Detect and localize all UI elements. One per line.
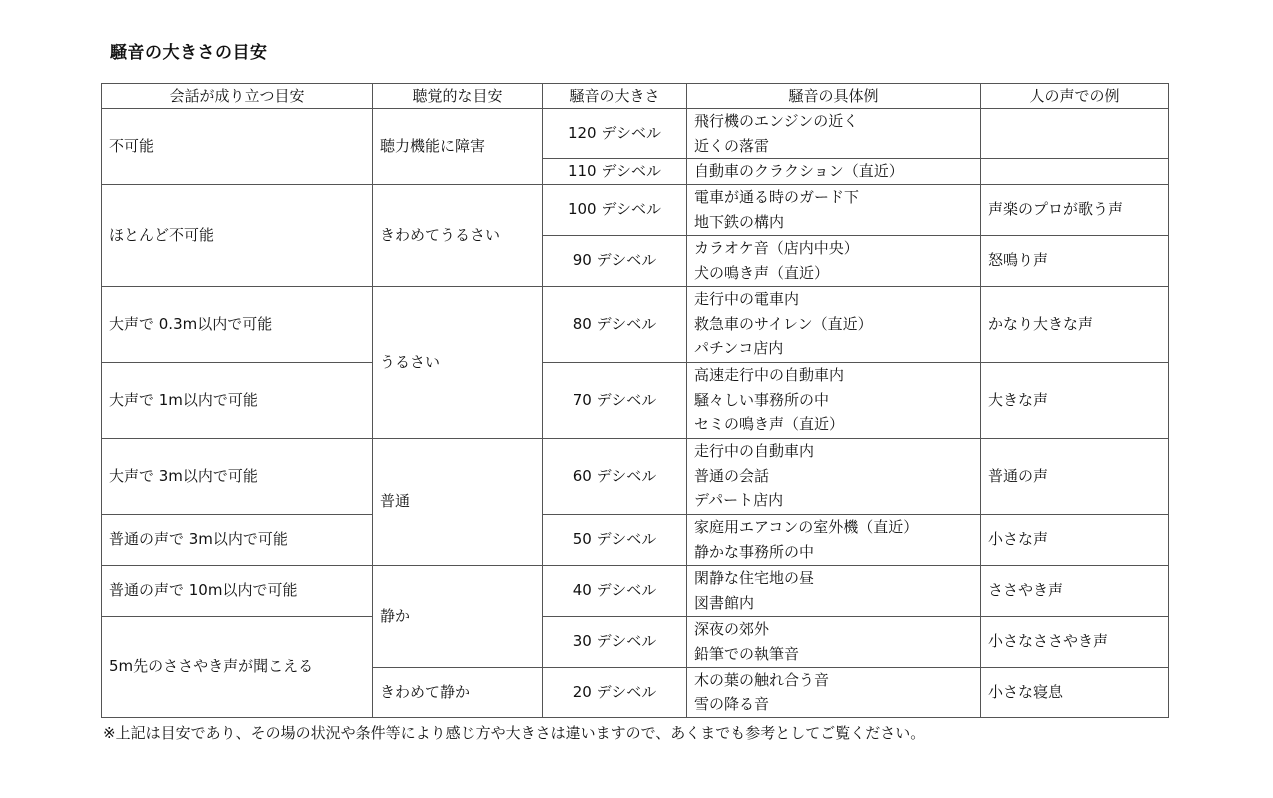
level-cell: 70 デシベル <box>543 362 687 438</box>
table-row <box>102 362 1169 438</box>
conversation-cell: ほとんど不可能 <box>102 184 373 286</box>
example-line: 地下鉄の構内 <box>694 212 785 231</box>
examples-cell <box>687 667 981 717</box>
table-row <box>102 514 1169 565</box>
example-line: デパート店内 <box>694 491 784 510</box>
hearing-cell: 聴力機能に障害 <box>373 109 543 185</box>
voice-cell: ささやき声 <box>981 565 1169 616</box>
example-line: 走行中の電車内 <box>694 290 800 309</box>
examples-cell <box>687 235 981 286</box>
table-header-row <box>102 84 1169 109</box>
level-cell: 80 デシベル <box>543 286 687 362</box>
conversation-cell: 普通の声で 10m以内で可能 <box>102 565 373 616</box>
example-line: カラオケ音（店内中央） <box>694 239 859 257</box>
example-line: 高速走行中の自動車内 <box>694 366 845 385</box>
table-row <box>102 184 1169 235</box>
example-line: 電車が通る時のガード下 <box>694 188 860 206</box>
voice-cell: 普通の声 <box>981 438 1169 514</box>
example-line: パチンコ店内 <box>694 339 784 358</box>
conversation-cell: 大声で 0.3m以内で可能 <box>102 286 373 362</box>
voice-cell: 大きな声 <box>981 362 1169 438</box>
examples-cell <box>687 514 981 565</box>
conversation-cell: 大声で 3m以内で可能 <box>102 438 373 514</box>
hearing-cell: うるさい <box>373 286 543 438</box>
conversation-cell: 普通の声で 3m以内で可能 <box>102 514 373 565</box>
conversation-cell: 大声で 1m以内で可能 <box>102 362 373 438</box>
hearing-cell: きわめてうるさい <box>373 184 543 286</box>
example-line: 木の葉の触れ合う音 <box>694 670 830 689</box>
examples-cell <box>687 616 981 667</box>
header-conversation: 会話が成り立つ目安 <box>102 84 373 109</box>
hearing-cell: 普通 <box>373 438 543 565</box>
table-row <box>102 109 1169 159</box>
voice-cell <box>981 159 1169 185</box>
example-line: 閑静な住宅地の昼 <box>694 569 815 587</box>
example-line: 深夜の郊外 <box>694 620 770 638</box>
examples-cell <box>687 362 981 438</box>
page-title: 騒音の大きさの目安 <box>110 43 268 63</box>
noise-level-table <box>101 83 1169 718</box>
example-line: 静かな事務所の中 <box>694 542 815 561</box>
examples-cell <box>687 159 981 185</box>
example-line: 自動車のクラクション（直近） <box>694 162 904 180</box>
example-line: 近くの落雷 <box>694 136 770 155</box>
level-cell: 60 デシベル <box>543 438 687 514</box>
table-row <box>102 616 1169 667</box>
voice-cell <box>981 109 1169 159</box>
hearing-cell: 静か <box>373 565 543 667</box>
example-line: 走行中の自動車内 <box>694 442 815 461</box>
example-line: 家庭用エアコンの室外機（直近） <box>694 518 919 536</box>
example-line: セミの鳴き声（直近） <box>694 415 845 434</box>
voice-cell: 声楽のプロが歌う声 <box>981 184 1169 235</box>
header-level: 騒音の大きさ <box>543 84 687 109</box>
examples-cell <box>687 438 981 514</box>
header-voice: 人の声での例 <box>981 84 1169 109</box>
example-line: 救急車のサイレン（直近） <box>694 314 873 333</box>
footnote: ※上記は目安であり、その場の状況や条件等により感じ方や大きさは違いますので、あくまでも参考としてご覧ください。 <box>103 724 926 742</box>
table-row <box>102 565 1169 616</box>
examples-cell <box>687 565 981 616</box>
header-hearing: 聴覚的な目安 <box>373 84 543 109</box>
examples-cell <box>687 184 981 235</box>
examples-cell <box>687 109 981 159</box>
level-cell: 50 デシベル <box>543 514 687 565</box>
level-cell: 100 デシベル <box>543 184 687 235</box>
conversation-cell: 不可能 <box>102 109 373 185</box>
level-cell: 20 デシベル <box>543 667 687 717</box>
level-cell: 120 デシベル <box>543 109 687 159</box>
voice-cell: 小さな寝息 <box>981 667 1169 717</box>
hearing-cell: きわめて静か <box>373 667 543 717</box>
example-line: 騒々しい事務所の中 <box>694 390 830 409</box>
example-line: 図書館内 <box>694 593 755 612</box>
level-cell: 30 デシベル <box>543 616 687 667</box>
voice-cell: 小さな声 <box>981 514 1169 565</box>
voice-cell: 小さなささやき声 <box>981 616 1169 667</box>
example-line: 鉛筆での執筆音 <box>694 644 800 663</box>
level-cell: 40 デシベル <box>543 565 687 616</box>
voice-cell: かなり大きな声 <box>981 286 1169 362</box>
table-row <box>102 286 1169 362</box>
example-line: 犬の鳴き声（直近） <box>694 263 830 282</box>
voice-cell: 怒鳴り声 <box>981 235 1169 286</box>
conversation-cell: 5m先のささやき声が聞こえる <box>102 616 373 717</box>
level-cell: 110 デシベル <box>543 159 687 185</box>
level-cell: 90 デシベル <box>543 235 687 286</box>
table-row <box>102 438 1169 514</box>
examples-cell <box>687 286 981 362</box>
header-examples: 騒音の具体例 <box>687 84 981 109</box>
example-line: 飛行機のエンジンの近く <box>694 112 859 130</box>
example-line: 雪の降る音 <box>694 695 770 713</box>
example-line: 普通の会話 <box>694 466 770 485</box>
